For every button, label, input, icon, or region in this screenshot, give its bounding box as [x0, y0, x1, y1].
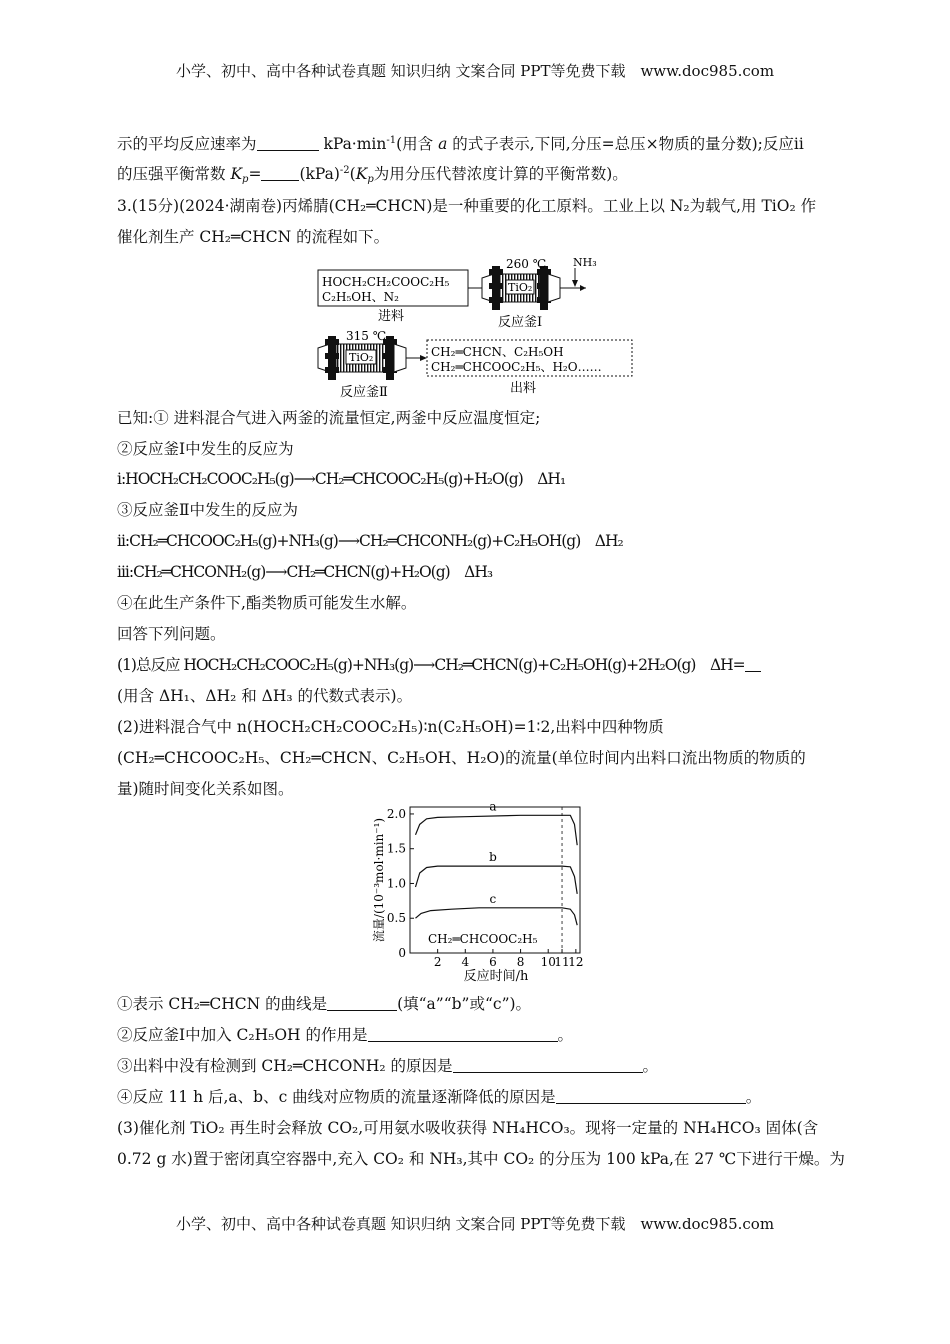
paragraph-line [117, 164, 628, 184]
answer-blank[interactable] [261, 166, 299, 181]
series-c-label: c [489, 891, 497, 906]
sub-question-1 [117, 994, 531, 1014]
text: 。 [745, 1088, 762, 1106]
q2-line-2: (CH₂═CHCOOC₂H₅、CH₂═CHCN、C₂H₅OH、H₂O)的流量(单位时间内出料口流出物质的物质的 [117, 749, 806, 767]
output-line-1: CH₂═CHCN、C₂H₅OH [431, 345, 564, 359]
q2-line-1: (2)进料混合气中 n(HOCH₂CH₂COOC₂H₅)∶n(C₂H₅OH)=1∶2,出料中四种物质 [117, 718, 664, 736]
x-tick-label-5: 11 [554, 955, 570, 969]
answer-blank[interactable] [327, 996, 397, 1011]
q3part-line-1: (3)催化剂 TiO₂ 再生时会释放 CO₂,可用氨水吸收获得 NH₄HCO₃。现将一定量的 NH₄HCO₃ 固体(含 [117, 1119, 819, 1137]
variable: K [230, 165, 243, 183]
page-footer: 小学、初中、高中各种试卷真题 知识归纳 文案合同 PPT等免费下载 www.doc985.com [175, 1215, 775, 1233]
text: (用含 [396, 135, 439, 153]
feed-label: 进料 [378, 309, 405, 324]
y-tick-label-4: 2.0 [386, 806, 406, 821]
reactor-2-label: 反应釜Ⅱ [340, 385, 388, 400]
text: 的式子表示,下同,分压=总压×物质的量分数);反应ⅱ [447, 135, 804, 153]
text: ③出料中没有检测到 CH₂═CHCONH₂ 的原因是 [117, 1057, 453, 1075]
text: -1 [386, 135, 397, 146]
x-axis-label: 反应时间/h [463, 969, 529, 984]
known-line-7: ④在此生产条件下,酯类物质可能发生水解。 [117, 594, 417, 612]
page-header: 小学、初中、高中各种试卷真题 知识归纳 文案合同 PPT等免费下载 www.doc985.com [175, 62, 775, 80]
y-tick-label-1: 0.5 [386, 911, 406, 926]
reactor-1-catalyst: TiO₂ [508, 281, 533, 294]
answer-blank[interactable] [368, 1027, 558, 1042]
text: 。 [557, 1026, 574, 1044]
y-tick-label-2: 1.0 [386, 876, 406, 891]
sub-question-4 [117, 1087, 761, 1107]
reaction-i: i:HOCH₂CH₂COOC₂H₅(g)⟶CH₂═CHCOOC₂H₅(g)+H₂O(g) ΔH₁ [117, 470, 566, 488]
q1-line-1 [117, 655, 761, 675]
paragraph-line [117, 134, 804, 154]
sub-question-2 [117, 1025, 573, 1045]
text: = [248, 165, 262, 183]
reactor-1-temp: 260 ℃ [506, 257, 547, 271]
text: 示的平均反应速率为 [117, 135, 257, 153]
text: ①表示 CH₂═CHCN 的曲线是 [117, 995, 328, 1013]
feed-line-1: HOCH₂CH₂COOC₂H₅ [322, 275, 450, 289]
sub-question-3 [117, 1056, 658, 1076]
text: kPa·min [318, 135, 387, 153]
series-b-label: b [489, 850, 497, 865]
q3part-line-2: 0.72 g 水)置于密闭真空容器中,充入 CO₂ 和 NH₃,其中 CO₂ 的分压为 100 kPa,在 27 ℃下进行干燥。为 [117, 1150, 845, 1168]
text: ④反应 11 h 后,a、b、c 曲线对应物质的流量逐渐降低的原因是 [117, 1088, 556, 1106]
known-line-2: ②反应釜Ⅰ中发生的反应为 [117, 440, 294, 458]
q1-line-2: (用含 ΔH₁、ΔH₂ 和 ΔH₃ 的代数式表示)。 [117, 687, 413, 705]
text: 。 [642, 1057, 659, 1075]
series-a-line [416, 815, 578, 845]
x-tick-label-2: 6 [489, 955, 497, 969]
y-axis-label: 流量/(10⁻³mol·min⁻¹) [372, 817, 386, 943]
series-b-line [416, 866, 578, 894]
answer-blank[interactable] [257, 136, 319, 151]
question-3-line-1: 3.(15分)(2024·湖南卷)丙烯腈(CH₂═CHCN)是一种重要的化工原料。工业上以 N₂为载气,用 TiO₂ 作 [117, 197, 817, 215]
feed-line-2: C₂H₅OH、N₂ [322, 290, 399, 304]
text: (kPa) [299, 165, 340, 183]
reactor-2-catalyst: TiO₂ [349, 351, 374, 364]
text: (填“a”“b”或“c”)。 [397, 995, 532, 1013]
reactor-1-label: 反应釜Ⅰ [498, 315, 543, 330]
text: 的压强平衡常数 [117, 165, 231, 183]
answer-blank[interactable] [453, 1058, 643, 1073]
x-tick-label-1: 4 [461, 955, 470, 969]
reactor-2-temp: 315 ℃ [346, 329, 387, 343]
reaction-iii: iii:CH₂═CHCONH₂(g)⟶CH₂═CHCN(g)+H₂O(g) ΔH₃ [117, 563, 493, 581]
text: -2 [339, 165, 350, 176]
q2-line-3: 量)随时间变化关系如图。 [117, 780, 294, 798]
variable: p [367, 174, 374, 185]
answer-blank[interactable] [745, 657, 761, 672]
output-line-2: CH₂═CHCOOC₂H₅、H₂O…… [431, 360, 602, 374]
chart-annotation: CH₂═CHCOOC₂H₅ [428, 932, 538, 946]
text: ②反应釜Ⅰ中加入 C₂H₅OH 的作用是 [117, 1026, 368, 1044]
text: (1)总反应 HOCH₂CH₂COOC₂H₅(g)+NH₃(g)⟶CH₂═CHCN(g)+C₂H₅OH(g)+2H₂O(g) ΔH= [117, 656, 745, 674]
nh3-label: NH₃ [573, 256, 597, 269]
variable: p [242, 174, 249, 185]
flow-rate-chart [368, 802, 590, 984]
process-flow-diagram [310, 256, 640, 402]
y-tick-label-0: 0 [398, 946, 406, 960]
text: 为用分压代替浓度计算的平衡常数)。 [373, 165, 628, 183]
y-tick-label-3: 1.5 [386, 841, 406, 856]
variable: a [438, 135, 448, 153]
x-tick-label-6: 12 [568, 955, 584, 969]
reactor-1 [482, 266, 560, 310]
known-line-8: 回答下列问题。 [117, 625, 226, 643]
x-tick-label-3: 8 [516, 955, 525, 969]
variable: K [355, 165, 368, 183]
known-line-1: 已知:① 进料混合气进入两釜的流量恒定,两釜中反应温度恒定; [117, 409, 541, 427]
series-c-line [416, 908, 578, 925]
question-3-line-2: 催化剂生产 CH₂═CHCN 的流程如下。 [117, 228, 390, 246]
output-label: 出料 [510, 381, 537, 396]
x-tick-label-4: 10 [540, 955, 556, 969]
reaction-ii: ii:CH₂═CHCOOC₂H₅(g)+NH₃(g)⟶CH₂═CHCONH₂(g)+C₂H₅OH(g) ΔH₂ [117, 532, 623, 550]
known-line-4: ③反应釜Ⅱ中发生的反应为 [117, 501, 299, 519]
text: ( [349, 165, 356, 183]
series-a-label: a [489, 802, 497, 814]
x-tick-label-0: 2 [433, 955, 442, 969]
answer-blank[interactable] [556, 1089, 746, 1104]
